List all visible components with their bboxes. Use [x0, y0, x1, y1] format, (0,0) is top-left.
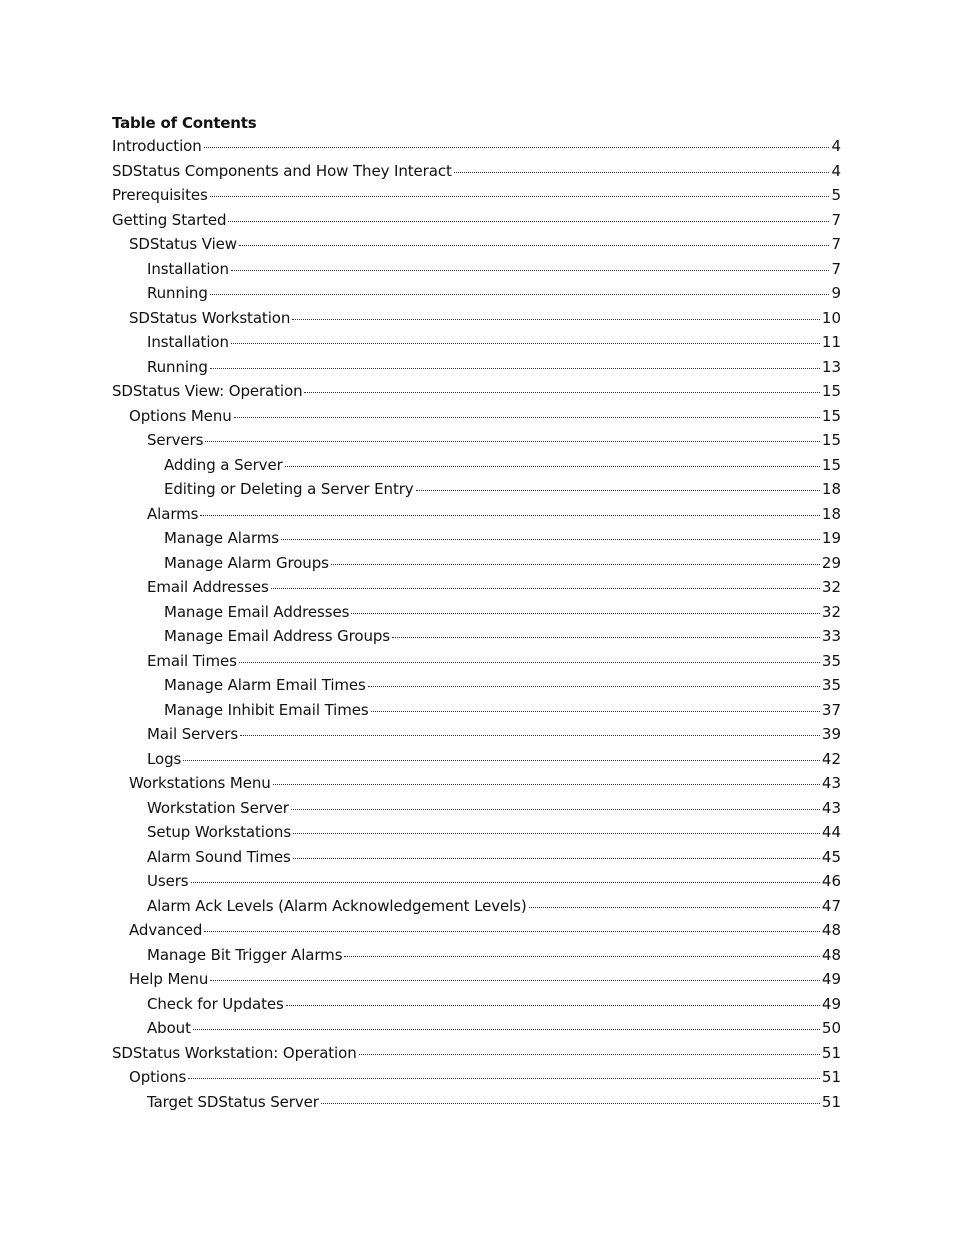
toc-entry-page-number: 18 [821, 480, 841, 498]
toc-entry[interactable] [112, 430, 841, 455]
toc-entry[interactable] [112, 1067, 841, 1092]
toc-entry-label: Options [129, 1068, 187, 1086]
toc-entry[interactable] [112, 357, 841, 382]
toc-dot-leader [331, 564, 820, 565]
toc-entry[interactable] [112, 749, 841, 774]
toc-entry-label: Adding a Server [164, 455, 283, 474]
toc-entry[interactable] [112, 1092, 841, 1117]
toc-entry-page-number: 15 [821, 382, 841, 400]
toc-entry-label: SDStatus View: Operation [112, 382, 303, 400]
toc-entry-page-number: 49 [821, 970, 841, 988]
toc-entry[interactable] [112, 871, 841, 896]
toc-entry-page-number: 43 [821, 774, 841, 792]
toc-entry[interactable] [112, 406, 841, 431]
toc-entry[interactable] [112, 455, 841, 480]
toc-dot-leader [204, 931, 820, 932]
toc-entry-page-number: 42 [821, 749, 841, 768]
toc-entry-page-number: 7 [831, 235, 841, 253]
toc-entry[interactable] [112, 945, 841, 970]
toc-dot-leader [191, 882, 820, 883]
toc-dot-leader [210, 368, 820, 369]
toc-dot-leader [291, 809, 820, 810]
toc-dot-leader [304, 392, 819, 393]
toc-entry-page-number: 7 [831, 259, 841, 278]
toc-entry-page-number: 11 [821, 333, 841, 351]
toc-entry-page-number: 47 [821, 896, 841, 915]
toc-entry-label: SDStatus Workstation [129, 308, 291, 327]
toc-dot-leader [285, 466, 820, 467]
toc-entry[interactable] [112, 577, 841, 602]
toc-entry-page-number: 46 [821, 872, 841, 890]
toc-entry-label: Users [147, 872, 189, 890]
toc-entry[interactable] [112, 675, 841, 700]
toc-entry-label: Alarm Ack Levels (Alarm Acknowledgement Levels) [147, 896, 527, 915]
toc-dot-leader [210, 980, 820, 981]
toc-entry-label: Running [147, 284, 208, 302]
toc-dot-leader [239, 245, 830, 246]
toc-dot-leader [210, 294, 830, 295]
toc-entry-page-number: 15 [821, 455, 841, 474]
toc-entry-label: Advanced [129, 921, 203, 939]
toc-entry-page-number: 18 [821, 504, 841, 523]
toc-entry-label: SDStatus Components and How They Interact [112, 161, 452, 180]
toc-entry[interactable] [112, 479, 841, 504]
toc-entry-page-number: 19 [821, 529, 841, 547]
toc-dot-leader [271, 588, 820, 589]
toc-entry-page-number: 15 [821, 406, 841, 425]
toc-dot-leader [239, 662, 820, 663]
toc-dot-leader [286, 1005, 820, 1006]
toc-dot-leader [293, 833, 820, 834]
toc-entry-label: Manage Email Addresses [164, 602, 350, 621]
toc-entry[interactable] [112, 504, 841, 529]
toc-dot-leader [228, 221, 829, 222]
toc-entry-page-number: 51 [821, 1092, 841, 1111]
toc-list [112, 136, 841, 1116]
toc-dot-leader [234, 417, 820, 418]
toc-dot-leader [204, 147, 830, 148]
toc-entry-label: Getting Started [112, 210, 227, 229]
toc-entry[interactable] [112, 234, 841, 259]
toc-entry[interactable] [112, 920, 841, 945]
toc-dot-leader [240, 735, 820, 736]
toc-dot-leader [205, 441, 820, 442]
toc-entry-label: Email Times [147, 651, 237, 670]
toc-entry-page-number: 51 [821, 1043, 841, 1062]
toc-dot-leader [392, 637, 820, 638]
toc-entry[interactable] [112, 259, 841, 284]
toc-entry[interactable] [112, 822, 841, 847]
toc-entry-page-number: 37 [821, 700, 841, 719]
toc-entry[interactable] [112, 700, 841, 725]
toc-entry-page-number: 10 [821, 308, 841, 327]
toc-entry-page-number: 35 [821, 651, 841, 670]
toc-entry[interactable] [112, 1043, 841, 1068]
toc-entry[interactable] [112, 161, 841, 186]
toc-entry[interactable] [112, 602, 841, 627]
toc-dot-leader [359, 1054, 820, 1055]
toc-entry-page-number: 4 [831, 161, 841, 180]
toc-entry[interactable] [112, 847, 841, 872]
toc-entry[interactable] [112, 626, 841, 651]
toc-dot-leader [188, 1078, 820, 1079]
toc-heading: Table of Contents [112, 114, 257, 132]
toc-entry[interactable] [112, 332, 841, 357]
toc-dot-leader [281, 539, 820, 540]
toc-entry-label: Running [147, 357, 208, 376]
toc-entry-label: Email Addresses [147, 578, 269, 596]
toc-entry-label: Target SDStatus Server [147, 1092, 319, 1111]
toc-entry[interactable] [112, 308, 841, 333]
toc-entry-page-number: 13 [821, 357, 841, 376]
toc-entry-label: Manage Alarms [164, 529, 280, 547]
toc-dot-leader [193, 1029, 820, 1030]
toc-entry-label: Manage Bit Trigger Alarms [147, 945, 343, 964]
toc-entry-label: Prerequisites [112, 186, 208, 204]
toc-entry-label: Options Menu [129, 406, 232, 425]
toc-entry-page-number: 48 [821, 921, 841, 939]
toc-entry[interactable] [112, 185, 841, 210]
toc-entry-page-number: 4 [831, 137, 841, 155]
toc-entry-label: Installation [147, 333, 229, 351]
toc-entry-label: Servers [147, 431, 204, 449]
toc-dot-leader [273, 784, 820, 785]
toc-entry-label: Editing or Deleting a Server Entry [164, 480, 414, 498]
toc-dot-leader [454, 172, 830, 173]
toc-entry-label: SDStatus Workstation: Operation [112, 1043, 357, 1062]
toc-entry-label: Introduction [112, 137, 202, 155]
toc-dot-leader [368, 686, 820, 687]
toc-entry-page-number: 7 [831, 210, 841, 229]
toc-entry[interactable] [112, 969, 841, 994]
toc-entry[interactable] [112, 210, 841, 235]
toc-entry-page-number: 48 [821, 945, 841, 964]
toc-entry[interactable] [112, 381, 841, 406]
toc-entry[interactable] [112, 896, 841, 921]
toc-entry-page-number: 43 [821, 798, 841, 817]
toc-entry-label: Workstations Menu [129, 774, 271, 792]
toc-entry-page-number: 39 [821, 725, 841, 743]
toc-entry[interactable] [112, 798, 841, 823]
toc-entry-page-number: 32 [821, 602, 841, 621]
toc-entry[interactable] [112, 773, 841, 798]
toc-dot-leader [416, 490, 820, 491]
toc-entry-page-number: 50 [821, 1019, 841, 1037]
toc-entry-label: Alarm Sound Times [147, 847, 291, 866]
toc-entry-label: Alarms [147, 504, 199, 523]
toc-entry[interactable] [112, 994, 841, 1019]
toc-entry[interactable] [112, 651, 841, 676]
toc-entry[interactable] [112, 1018, 841, 1043]
toc-entry-label: Installation [147, 259, 229, 278]
toc-dot-leader [321, 1103, 820, 1104]
toc-dot-leader [210, 196, 830, 197]
toc-entry[interactable] [112, 553, 841, 578]
toc-entry-label: Setup Workstations [147, 823, 292, 841]
toc-dot-leader [351, 613, 820, 614]
toc-entry-page-number: 35 [821, 676, 841, 694]
toc-entry-page-number: 45 [821, 847, 841, 866]
toc-dot-leader [292, 319, 820, 320]
toc-entry-label: Manage Email Address Groups [164, 627, 391, 645]
toc-entry-label: About [147, 1019, 191, 1037]
toc-dot-leader [529, 907, 820, 908]
toc-dot-leader [183, 760, 820, 761]
toc-entry[interactable] [112, 724, 841, 749]
toc-entry-label: Manage Alarm Groups [164, 553, 329, 572]
toc-entry-page-number: 9 [831, 284, 841, 302]
toc-entry-page-number: 5 [831, 186, 841, 204]
toc-entry-label: Check for Updates [147, 994, 284, 1013]
toc-dot-leader [371, 711, 820, 712]
toc-entry-page-number: 15 [821, 431, 841, 449]
toc-entry-page-number: 29 [821, 553, 841, 572]
toc-dot-leader [293, 858, 820, 859]
toc-dot-leader [231, 343, 820, 344]
toc-entry-label: Logs [147, 749, 182, 768]
toc-entry-label: Workstation Server [147, 798, 289, 817]
toc-entry[interactable] [112, 136, 841, 161]
toc-dot-leader [200, 515, 820, 516]
toc-entry-page-number: 32 [821, 578, 841, 596]
toc-dot-leader [344, 956, 819, 957]
toc-entry-label: Help Menu [129, 970, 209, 988]
toc-entry-page-number: 33 [821, 627, 841, 645]
toc-entry-label: Manage Inhibit Email Times [164, 700, 369, 719]
toc-entry-page-number: 49 [821, 994, 841, 1013]
toc-entry[interactable] [112, 283, 841, 308]
toc-entry-page-number: 44 [821, 823, 841, 841]
toc-entry-label: SDStatus View [129, 235, 237, 253]
toc-entry-page-number: 51 [821, 1068, 841, 1086]
toc-dot-leader [231, 270, 830, 271]
toc-entry[interactable] [112, 528, 841, 553]
toc-entry-label: Mail Servers [147, 725, 239, 743]
toc-entry-label: Manage Alarm Email Times [164, 676, 366, 694]
